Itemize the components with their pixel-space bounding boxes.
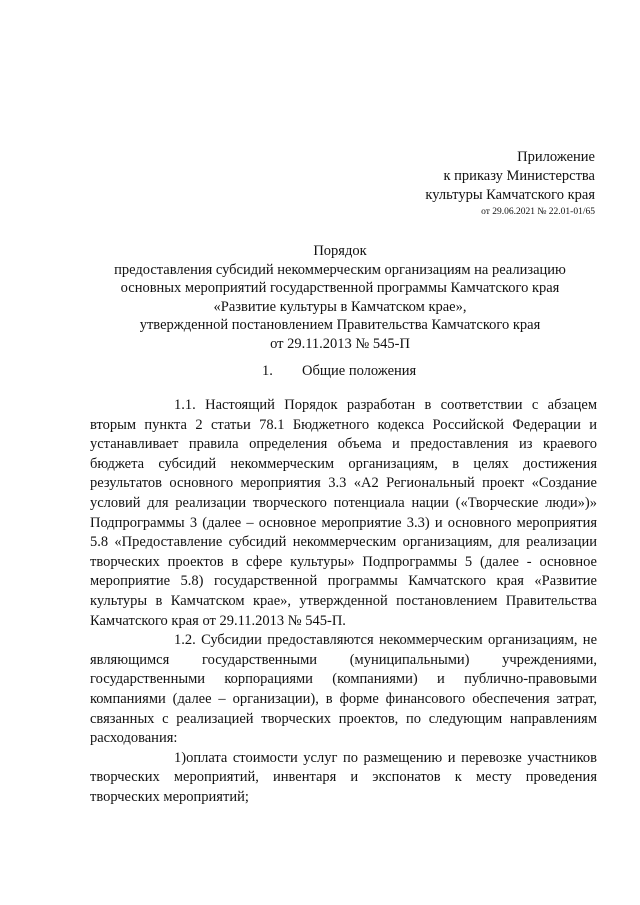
- appendix-header: [425, 148, 595, 219]
- section-title: Общие положения: [302, 363, 417, 379]
- list-item-number: 1): [174, 749, 187, 766]
- paragraph-1-1: [90, 396, 597, 631]
- list-item-text: оплата стоимости услуг по размещению и перевозке участников творческих мероприятий, инвентаря и экспонатов к месту проведения творческих мероприятий;: [90, 749, 597, 805]
- title-line-3: основных мероприятий государственной программы Камчатского края: [120, 280, 560, 296]
- paragraph-number: 1.2.: [174, 632, 196, 649]
- document-body: [90, 396, 597, 807]
- title-line-1: Порядок: [313, 243, 367, 259]
- title-line-6: от 29.11.2013 № 545-П: [270, 335, 410, 352]
- paragraph-1-2: [90, 631, 597, 749]
- paragraph-text: Субсидии предоставляются некоммерческим организациям, не являющимся государственными (муниципальными) учреждениями, государственными корпорациями (компаниями) и публично-правовыми компаниями (далее – организации), в форме финансового обеспечения затрат, связанных с реализацией творческих проектов, по следующим направлениям расходования:: [90, 632, 597, 747]
- title-line-2: предоставления субсидий некоммерческим организациям на реализацию: [114, 261, 566, 278]
- paragraph-text: Настоящий Порядок разработан в соответствии с абзацем вторым пункта 2 статьи 78.1 Бюджетного кодекса Российской Федерации и устанавливает правила определения объема и предоставления из краевого бюджета субсидий некоммерческим организациям, в целях достижения результатов основного мероприятия 3.3 «А2 Региональный проект «Создание условий для реализации творческого потенциала нации («Творческие люди»)» Подпрограммы 3 (далее – основное мероприятие 3.3) и основного мероприятия 5.8 «Предоставление субсидий некоммерческим организациям, для реализации творческих проектов в сфере культуры» Подпрограммы 5 (далее - основное мероприятие 5.8) государственной программы Камчатского края «Развитие культуры в Камчатском крае», утвержденной постановлением Правительства Камчатского края от 29.11.2013 № 545-П.: [90, 397, 598, 629]
- appendix-order-ref: к приказу Министерства: [443, 168, 595, 184]
- section-heading: [262, 362, 416, 381]
- appendix-date-number: от 29.06.2021 № 22.01-01/65: [481, 207, 595, 217]
- section-number: 1.: [262, 363, 273, 379]
- title-line-5: утвержденной постановлением Правительства Камчатского края: [139, 317, 541, 333]
- title-line-4: «Развитие культуры в Камчатском крае»,: [213, 298, 467, 315]
- paragraph-number: 1.1.: [174, 397, 196, 413]
- list-item-1: [90, 749, 597, 808]
- appendix-label: Приложение: [517, 149, 595, 165]
- appendix-ministry: культуры Камчатского края: [425, 187, 595, 203]
- document-title: [60, 242, 620, 353]
